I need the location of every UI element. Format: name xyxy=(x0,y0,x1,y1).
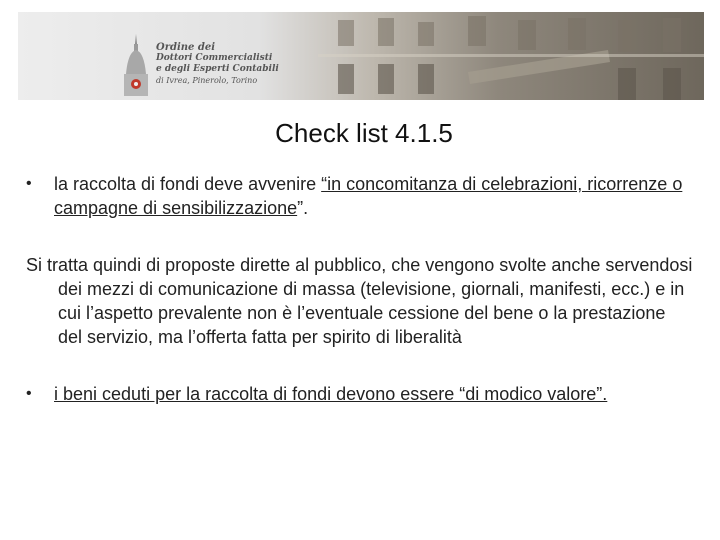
bullet-text-end: ”. xyxy=(297,198,309,218)
bullet-icon: • xyxy=(26,175,32,192)
mole-antonelliana-icon xyxy=(118,34,154,96)
bullet-icon: • xyxy=(26,385,32,402)
building-photo xyxy=(318,12,704,100)
logo-line: Dottori Commercialisti xyxy=(156,53,273,63)
slide-title: Check list 4.1.5 xyxy=(275,118,453,148)
bullet-text-plain: la raccolta di fondi deve avvenire xyxy=(54,174,322,194)
bullet-text-underlined: i beni ceduti per la raccolta di fondi devono essere “di modico valore”. xyxy=(54,384,608,404)
body-paragraph: Si tratta quindi di proposte dirette al pubblico, che vengono svolte anche servendosi dei mezzi di comunicazione di massa (televisione, giornali, manifesti, ecc.) e in cui l’aspetto prevalente non è l’eventuale cessione del bene o la prestazione del servizio, ma l’offerta fatta per spirito di liberalità xyxy=(26,255,693,347)
bullet-item xyxy=(26,382,694,406)
slide-body xyxy=(26,172,694,406)
bullet-item xyxy=(26,172,694,220)
bullet-text xyxy=(54,172,694,220)
logo-text xyxy=(156,42,279,86)
header-banner xyxy=(18,12,704,100)
logo xyxy=(18,12,278,100)
logo-line: di Ivrea, Pinerolo, Torino xyxy=(156,76,258,85)
logo-line: Ordine dei xyxy=(156,42,216,53)
logo-line: e degli Esperti Contabili xyxy=(156,64,279,74)
bullet-text-underlined: “in concomitanza di celebrazioni, ricorrenze o campagne di sensibilizzazione xyxy=(54,174,683,218)
